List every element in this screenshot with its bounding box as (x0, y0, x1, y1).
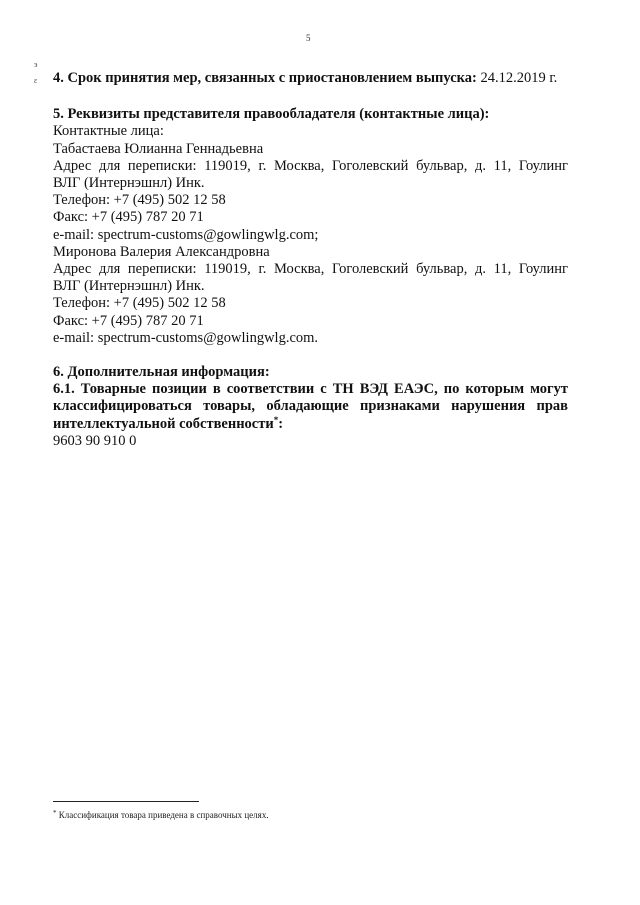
contact-name: Табастаева Юлианна Геннадьевна (53, 140, 264, 157)
contacts-label: Контактные лица: (53, 123, 164, 140)
section-6-1-text-end: интеллектуальной собственности (53, 415, 274, 432)
footnote-ref: * (273, 414, 279, 425)
section-4 (53, 70, 568, 87)
section-6-1-text: классифицироваться товары, обладающие признаками нарушения прав (53, 398, 568, 415)
section-6-heading: 6. Дополнительная информация: (53, 364, 270, 381)
contact-address-cont: ВЛГ (Интернэшнл) Инк. (53, 278, 205, 295)
section-5-heading: 5. Реквизиты представителя правообладателя (контактные лица): (53, 106, 490, 123)
margin-mark: ε (34, 76, 38, 85)
footnote-text: Классификация товара приведена в справочных целях. (56, 810, 269, 820)
section-6-1-text: 6.1. Товарные позиции в соответствии с ТН ВЭД ЕАЭС, по которым могут (53, 381, 568, 398)
contact-name: Миронова Валерия Александровна (53, 243, 270, 260)
section-6-1-text (53, 416, 568, 433)
document-body (53, 70, 568, 450)
contact-email: e-mail: spectrum-customs@gowlingwlg.com; (53, 226, 319, 243)
page-number: 5 (306, 33, 311, 43)
contact-address-cont: ВЛГ (Интернэшнл) Инк. (53, 175, 205, 192)
contact-email: e-mail: spectrum-customs@gowlingwlg.com. (53, 329, 319, 346)
section-6-1-colon: : (278, 415, 284, 432)
footnote-marker: * (53, 809, 57, 817)
section-4-heading: 4. Срок принятия мер, связанных с приостановлением выпуска: (53, 70, 477, 86)
contact-block (53, 244, 568, 347)
contact-block (53, 141, 568, 244)
footnote (53, 810, 269, 820)
footnote-divider (53, 801, 199, 802)
contact-fax: Факс: +7 (495) 787 20 71 (53, 312, 204, 329)
contact-fax: Факс: +7 (495) 787 20 71 (53, 209, 204, 226)
contact-address: Адрес для переписки: 119019, г. Москва, Гоголевский бульвар, д. 11, Гоулинг (53, 157, 568, 174)
contact-address: Адрес для переписки: 119019, г. Москва, Гоголевский бульвар, д. 11, Гоулинг (53, 261, 568, 278)
commodity-code: 9603 90 910 0 (53, 432, 137, 449)
margin-mark: э (34, 60, 38, 69)
section-4-date: 24.12.2019 г. (476, 70, 558, 86)
contact-phone: Телефон: +7 (495) 502 12 58 (53, 295, 226, 312)
contact-phone: Телефон: +7 (495) 502 12 58 (53, 192, 226, 209)
